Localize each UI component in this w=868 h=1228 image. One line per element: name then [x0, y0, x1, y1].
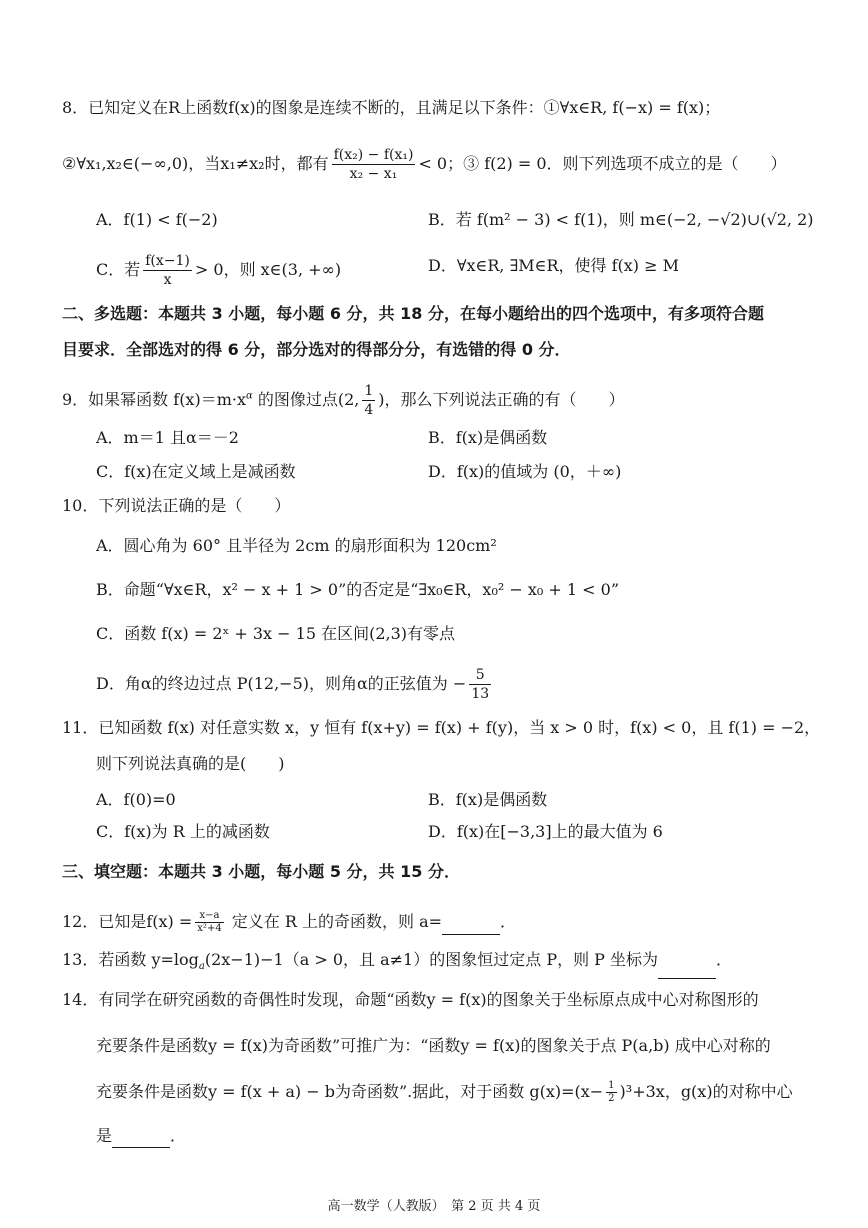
- q13-end: ．: [716, 950, 733, 969]
- q14-line3-pre: 充要条件是函数y = f(x + a) − b为奇函数”.据此，对于函数 g(x)=(x−: [96, 1082, 604, 1101]
- q8-optc-post: > 0，则 x∈(3, +∞): [194, 260, 342, 279]
- q11-line1: 11．已知函数 f(x) 对任意实数 x，y 恒有 f(x+y) = f(x) + f(y)，当 x > 0 时，f(x) < 0，且 f(1) = −2，: [62, 718, 821, 737]
- q14-line4-end: ．: [170, 1126, 187, 1145]
- q8-optc-num: f(x−1): [145, 253, 190, 269]
- q8-option-d: D．∀x∈R, ∃M∈R，使得 f(x) ≥ M: [428, 256, 680, 275]
- q14-line1: 14．有同学在研究函数的奇偶性时发现，命题“函数y = f(x)的图象关于坐标原点成中心对称图形的: [62, 990, 759, 1009]
- q9-stem-pre: 9．如果幂函数 f(x)＝m·x: [62, 390, 246, 409]
- q9-option-a: A．m＝1 且α＝－2: [96, 428, 239, 447]
- q8-option-b: B．若 f(m² − 3) < f(1)，则 m∈(−2, −√2)∪(√2, 2): [428, 210, 814, 229]
- section2-header-line2: 目要求．全部选对的得 6 分，部分选对的得部分分，有选错的得 0 分．: [62, 340, 571, 359]
- page-footer: 高一数学（人教版） 第 2 页 共 4 页: [327, 1199, 541, 1214]
- q12-num: x−a: [195, 910, 223, 923]
- q14-answer-blank[interactable]: [112, 1131, 170, 1148]
- q13-post: (2x−1)−1（a > 0，且 a≠1）的图象恒过定点 P，则 P 坐标为: [204, 950, 659, 969]
- q9-option-d: D．f(x)的值域为 (0，＋∞): [428, 462, 622, 481]
- q8-optc-den: x: [163, 272, 172, 288]
- q12-post: 定义在 R 上的奇函数，则 a=: [226, 912, 443, 931]
- q11-line2: 则下列说法真确的是( ): [96, 754, 285, 773]
- q13-line: [62, 948, 732, 979]
- q11-option-b: B．f(x)是偶函数: [428, 790, 548, 809]
- q9-option-c: C．f(x)在定义域上是减函数: [96, 462, 296, 481]
- q11-option-d: D．f(x)在[−3,3]上的最大值为 6: [428, 822, 663, 841]
- q10-optd-den: 13: [471, 686, 490, 702]
- q10-option-a: A．圆心角为 60° 且半径为 2cm 的扇形面积为 120cm²: [96, 536, 497, 555]
- q8-optc-fraction: [143, 252, 192, 289]
- q14-num: 1: [608, 1080, 615, 1091]
- section2-header-line1: 二、多选题：本题共 3 小题，每小题 6 分，共 18 分，在每小题给出的四个选项中，有多项符合题: [62, 304, 764, 323]
- section3-header: 三、填空题：本题共 3 小题，每小题 5 分，共 15 分．: [62, 862, 460, 881]
- q10-option-c: C．函数 f(x) = 2ˣ + 3x − 15 在区间(2,3)有零点: [96, 624, 456, 643]
- q8-line2: [62, 146, 787, 183]
- q8-optc-pre: C．若: [96, 260, 141, 279]
- q10-optd-num: 5: [469, 666, 491, 685]
- q9-frac-num: 1: [364, 383, 374, 399]
- q12-pre: 12．已知是f(x) =: [62, 912, 193, 931]
- q14-line4: [96, 1124, 186, 1148]
- q13-pre: 13．若函数 y=log: [62, 950, 199, 969]
- q11-option-a: A．f(0)=0: [96, 790, 176, 809]
- q14-den: 2: [608, 1093, 615, 1104]
- q14-line4-text: 是: [96, 1126, 113, 1145]
- q9-frac-den: 4: [364, 402, 374, 418]
- q10-option-d: [96, 666, 494, 703]
- q12-answer-blank[interactable]: [442, 918, 500, 935]
- q14-line3-post: )³+3x，g(x)的对称中心: [619, 1082, 793, 1101]
- q13-answer-blank[interactable]: [658, 962, 716, 979]
- q11-option-c: C．f(x)为 R 上的减函数: [96, 822, 270, 841]
- q8-cond2-post: < 0；③ f(2) = 0．则下列选项不成立的是（ ）: [418, 154, 787, 173]
- q12-end: ．: [500, 912, 517, 931]
- q14-line3: [96, 1080, 793, 1105]
- q8-cond2-pre: ②∀x₁,x₂∈(−∞,0)，当x₁≠x₂时，都有: [62, 154, 329, 173]
- q9-point-fraction: [362, 382, 375, 419]
- q9-option-b: B．f(x)是偶函数: [428, 428, 548, 447]
- q12-line: [62, 910, 516, 935]
- q13-log-base: a: [198, 961, 205, 973]
- q8-cond2-den: x₂ − x₁: [349, 166, 398, 182]
- q14-fraction: [606, 1080, 616, 1105]
- q8-option-c: [96, 252, 341, 289]
- q12-den: x²+4: [197, 923, 222, 934]
- q8-option-a: A．f(1) < f(−2): [96, 210, 218, 229]
- q9-stem-mid: 的图像过点(2,: [252, 390, 360, 409]
- q10-stem: 10．下列说法正确的是（ ）: [62, 496, 291, 515]
- q14-line2: 充要条件是函数y = f(x)为奇函数”可推广为：“函数y = f(x)的图象关于点 P(a,b) 成中心对称的: [96, 1036, 771, 1055]
- q12-fraction: [195, 910, 223, 935]
- q8-line1: 8．已知定义在R上函数f(x)的图象是连续不断的，且满足以下条件：①∀x∈R, f(−x) = f(x)；: [62, 98, 721, 117]
- q8-cond2-fraction: [332, 146, 416, 183]
- q9-stem-post: )，那么下列说法正确的有（ ）: [378, 390, 625, 409]
- q8-cond2-num: f(x₂) − f(x₁): [333, 147, 414, 163]
- q10-optd-pre: D．角α的终边过点 P(12,−5)，则角α的正弦值为 −: [96, 674, 467, 693]
- q9-stem-exponent: α: [245, 390, 253, 402]
- q9-stem: [62, 382, 625, 419]
- q10-option-b: B．命题“∀x∈R，x² − x + 1 > 0”的否定是“∃x₀∈R，x₀² − x₀ + 1 < 0”: [96, 580, 619, 599]
- q10-optd-fraction: [469, 666, 491, 703]
